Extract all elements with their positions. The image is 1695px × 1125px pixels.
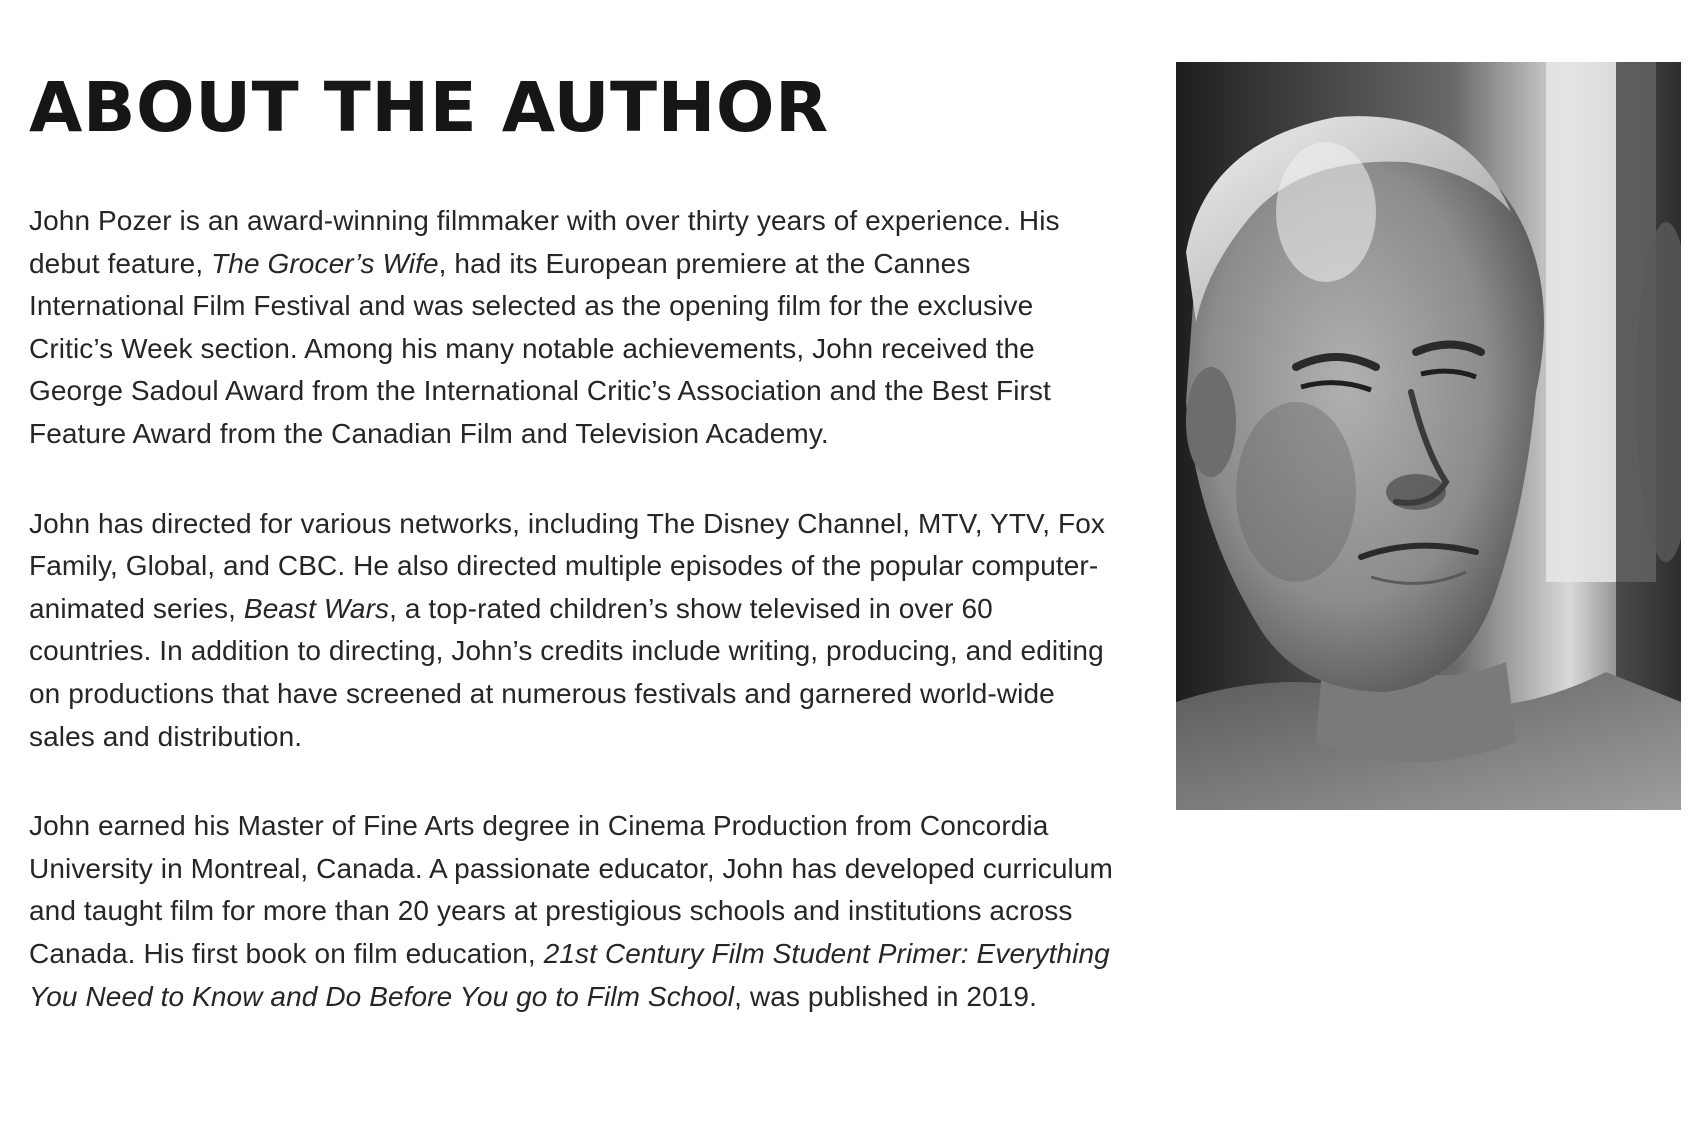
ear [1186, 367, 1236, 477]
bio-text: , a top-rated children’s show televised in over 60 countries. In addition to directing, John’s credits include writing, producing, and editing on productions that have screened at numerous festivals and garnered world-wide sales and distribution. [29, 592, 1104, 752]
nose-shadow [1386, 474, 1446, 510]
bio-text: John has directed for various networks, including The Disney Channel, MTV, YTV, Fox Family, Global, and CBC. He also directed multiple episodes of the popular computer-animated series, [29, 507, 1105, 624]
portrait-illustration [1176, 62, 1681, 810]
cheek-shadow [1236, 402, 1356, 582]
film-title-grocers-wife: The Grocer’s Wife [211, 247, 439, 279]
bio-paragraph-2 [29, 503, 1119, 759]
book-title-film-student-primer: 21st Century Film Student Primer: Everything You Need to Know and Do Before You go to Film School [29, 937, 1110, 1012]
light-flare [1276, 142, 1376, 282]
page-title: ABOUT THE AUTHOR [29, 68, 829, 148]
bio-paragraph-1 [29, 200, 1119, 456]
author-bio [29, 200, 1119, 1065]
bio-text: John earned his Master of Fine Arts degree in Cinema Production from Concordia University in Montreal, Canada. A passionate educator, John has developed curriculum and taught film for more than 20 years at prestigious schools and institutions across Canada. His first book on film education, [29, 810, 1113, 969]
bio-text: , was published in 2019. [734, 980, 1037, 1012]
bio-paragraph-3 [29, 805, 1119, 1018]
series-title-beast-wars: Beast Wars [243, 592, 390, 624]
bio-text: John Pozer is an award-winning filmmaker with over thirty years of experience. His debut feature, [29, 205, 1060, 279]
author-portrait [1176, 62, 1681, 810]
bio-text: , had its European premiere at the Cannes International Film Festival and was selected as the opening film for the exclusive Critic’s Week section. Among his many notable achievements, John received the George Sadoul Award from the International Critic’s Association and the Best First Feature Award from the Canadian Film and Television Academy. [29, 247, 1051, 449]
